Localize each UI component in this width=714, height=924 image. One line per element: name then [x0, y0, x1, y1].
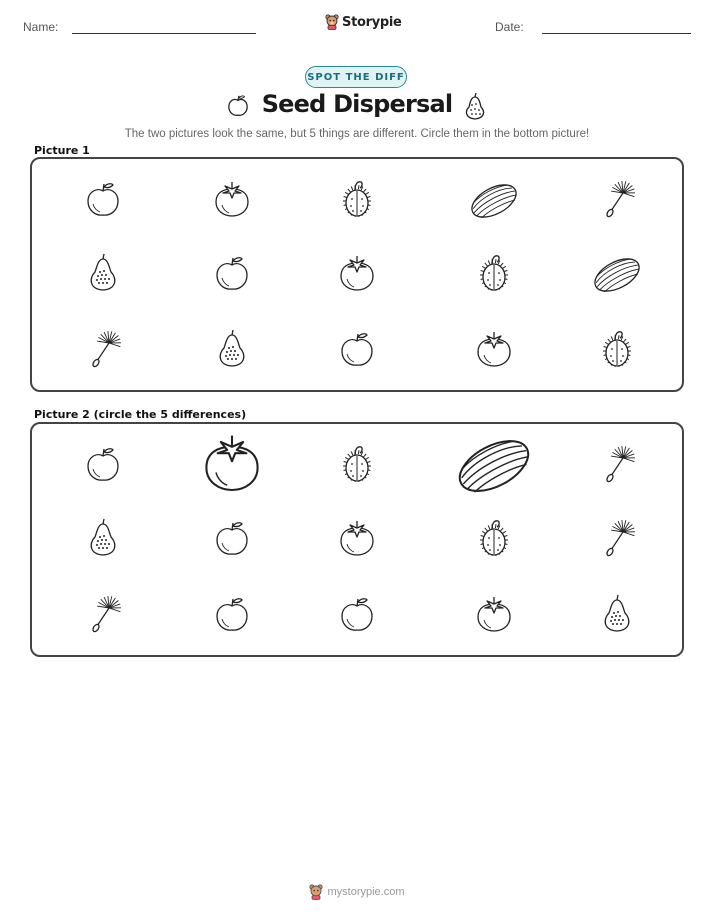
burr-icon: [587, 321, 647, 381]
tomato-icon[interactable]: [464, 586, 524, 646]
burr-icon: [327, 171, 387, 231]
apple-icon[interactable]: [73, 436, 133, 496]
tomato-icon[interactable]: [202, 436, 262, 496]
dandelion-icon[interactable]: [587, 436, 647, 496]
picture-1-label: Picture 1: [34, 144, 90, 157]
apple-icon: [73, 171, 133, 231]
date-line[interactable]: [542, 33, 691, 34]
name-line[interactable]: [72, 33, 256, 34]
apple-icon[interactable]: [327, 586, 387, 646]
brand-logo: [325, 14, 402, 30]
burr-icon[interactable]: [464, 510, 524, 570]
instructions: The two pictures look the same, but 5 things are different. Circle them in the bottom picture!: [124, 128, 590, 140]
date-label: Date:: [495, 20, 524, 34]
melon-seed-icon: [587, 245, 647, 305]
tomato-icon[interactable]: [327, 510, 387, 570]
dandelion-icon: [73, 321, 133, 381]
pear-icon[interactable]: [587, 586, 647, 646]
apple-icon[interactable]: [202, 510, 262, 570]
tomato-icon: [464, 321, 524, 381]
picture-2-panel[interactable]: [30, 422, 684, 657]
apple-icon[interactable]: [202, 586, 262, 646]
name-label: Name:: [23, 20, 59, 34]
melon-seed-icon: [464, 171, 524, 231]
footer: [0, 884, 714, 900]
picture-2-label: Picture 2 (circle the 5 differences): [34, 408, 247, 421]
burr-icon: [464, 245, 524, 305]
page-title: Seed Dispersal: [261, 90, 453, 118]
footer-site: mystorypie.com: [327, 886, 405, 898]
bear-mascot-icon: [309, 884, 323, 900]
apple-icon: [202, 245, 262, 305]
burr-icon[interactable]: [327, 436, 387, 496]
pear-icon: [73, 245, 133, 305]
tomato-icon: [202, 171, 262, 231]
pear-icon: [463, 92, 487, 122]
pear-icon[interactable]: [73, 510, 133, 570]
apple-icon: [327, 321, 387, 381]
dandelion-icon[interactable]: [73, 586, 133, 646]
bear-mascot-icon: [325, 14, 339, 30]
dandelion-icon[interactable]: [587, 510, 647, 570]
dandelion-icon: [587, 171, 647, 231]
spot-the-diff-tag: SPOT THE DIFF: [305, 66, 407, 88]
melon-seed-icon[interactable]: [464, 436, 524, 496]
tomato-icon: [327, 245, 387, 305]
picture-1-panel: [30, 157, 684, 392]
brand-name: Storypie: [342, 14, 402, 30]
pear-icon: [202, 321, 262, 381]
